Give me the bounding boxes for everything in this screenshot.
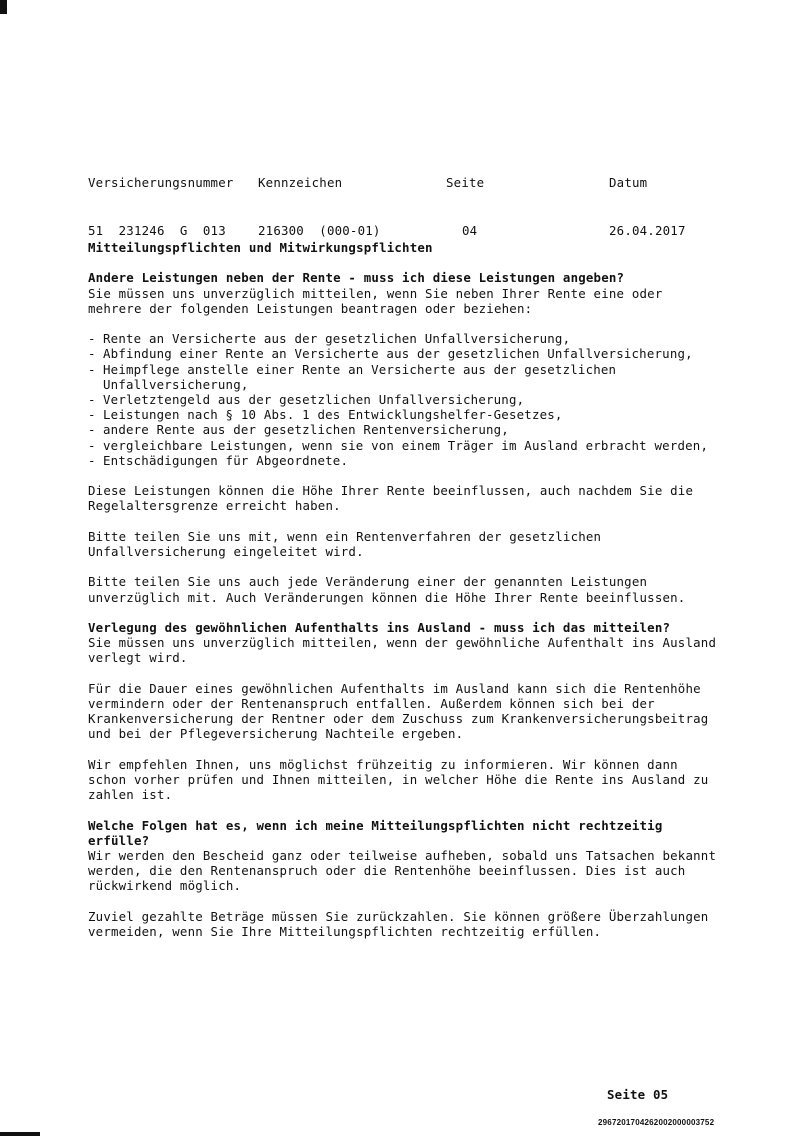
list-item: - vergleichbare Leistungen, wenn sie von einem Träger im Ausland erbracht werden,	[88, 438, 718, 453]
list-item: - Heimpflege anstelle einer Rente an Versicherte aus der gesetzlichen Unfallversicherung,	[88, 362, 718, 392]
page-label: Seite	[446, 175, 485, 190]
list-item: - Verletztengeld aus der gesetzlichen Unfallversicherung,	[88, 392, 718, 407]
section-heading-residence-abroad: Verlegung des gewöhnlichen Aufenthalts ins Ausland - muss ich das mitteilen?	[88, 619, 671, 635]
barcode-number: 2967201704262002000003752	[598, 1118, 715, 1127]
section-heading-consequences: Welche Folgen hat es, wenn ich meine Mitteilungspflichten nicht rechtzeitig erfülle?	[88, 817, 663, 848]
list-item: - Leistungen nach § 10 Abs. 1 des Entwicklungshelfer-Gesetzes,	[88, 407, 718, 422]
insurance-number-label: Versicherungsnummer	[88, 175, 234, 190]
reference-label: Kennzeichen	[258, 175, 343, 190]
reference-value: 216300 (000-01)	[258, 223, 381, 238]
date-value: 26.04.2017	[609, 223, 686, 238]
paragraph: Sie müssen uns unverzüglich mitteilen, wenn der gewöhnliche Aufenthalt ins Ausland verlegt wird.	[88, 635, 717, 666]
section-heading-other-benefits: Andere Leistungen neben der Rente - muss ich diese Leistungen angeben?	[88, 270, 625, 286]
paragraph: Wir werden den Bescheid ganz oder teilweise aufheben, sobald uns Tatsachen bekannt werden, die den Rentenanspruch oder die Rentenhöhe beeinflussen. Dies ist auch rückwirkend möglich.	[88, 847, 717, 894]
benefits-list	[88, 331, 718, 468]
paragraph: Sie müssen uns unverzüglich mitteilen, wenn Sie neben Ihrer Rente eine oder mehrere der folgenden Leistungen beantragen oder beziehen:	[88, 285, 663, 316]
list-item: - Abfindung einer Rente an Versicherte aus der gesetzlichen Unfallversicherung,	[88, 346, 718, 361]
list-item: - Rente an Versicherte aus der gesetzlichen Unfallversicherung,	[88, 331, 718, 346]
paragraph: Bitte teilen Sie uns mit, wenn ein Rentenverfahren der gesetzlichen Unfallversicherung eingeleitet wird.	[88, 528, 602, 559]
document-title: Mitteilungspflichten und Mitwirkungspflichten	[88, 240, 433, 255]
paragraph: Zuviel gezahlte Beträge müssen Sie zurückzahlen. Sie können größere Überzahlungen vermeiden, wenn Sie Ihre Mitteilungspflichten rechtzeitig erfüllen.	[88, 908, 709, 939]
paragraph: Bitte teilen Sie uns auch jede Veränderung einer der genannten Leistungen unverzüglich mit. Auch Veränderungen können die Höhe Ihrer Rente beeinflussen.	[88, 574, 686, 605]
scan-bottom-mark	[0, 1132, 40, 1136]
next-page-indicator: Seite 05	[607, 1087, 669, 1102]
scan-corner-mark	[0, 0, 7, 14]
date-label: Datum	[609, 175, 648, 190]
document-header	[88, 143, 728, 238]
paragraph: Für die Dauer eines gewöhnlichen Aufenthalts im Ausland kann sich die Rentenhöhe vermindern oder der Rentenanspruch entfallen. Außerdem können sich bei der Krankenversicherung der Rentner oder dem Zuschuss zum Krankenversicherungsbeitrag und bei der Pflegeversicherung Nachteile ergeben.	[88, 680, 709, 742]
list-item: - andere Rente aus der gesetzlichen Rentenversicherung,	[88, 422, 718, 437]
document-body	[88, 240, 718, 939]
paragraph: Diese Leistungen können die Höhe Ihrer Rente beeinflussen, auch nachdem Sie die Regelaltersgrenze erreicht haben.	[88, 483, 694, 514]
insurance-number-value: 51 231246 G 013	[88, 223, 226, 238]
paragraph: Wir empfehlen Ihnen, uns möglichst frühzeitig zu informieren. Wir können dann schon vorher prüfen und Ihnen mitteilen, in welcher Höhe die Rente ins Ausland zu zahlen ist.	[88, 756, 709, 803]
list-item: - Entschädigungen für Abgeordnete.	[88, 453, 718, 468]
page-value: 04	[462, 223, 478, 238]
